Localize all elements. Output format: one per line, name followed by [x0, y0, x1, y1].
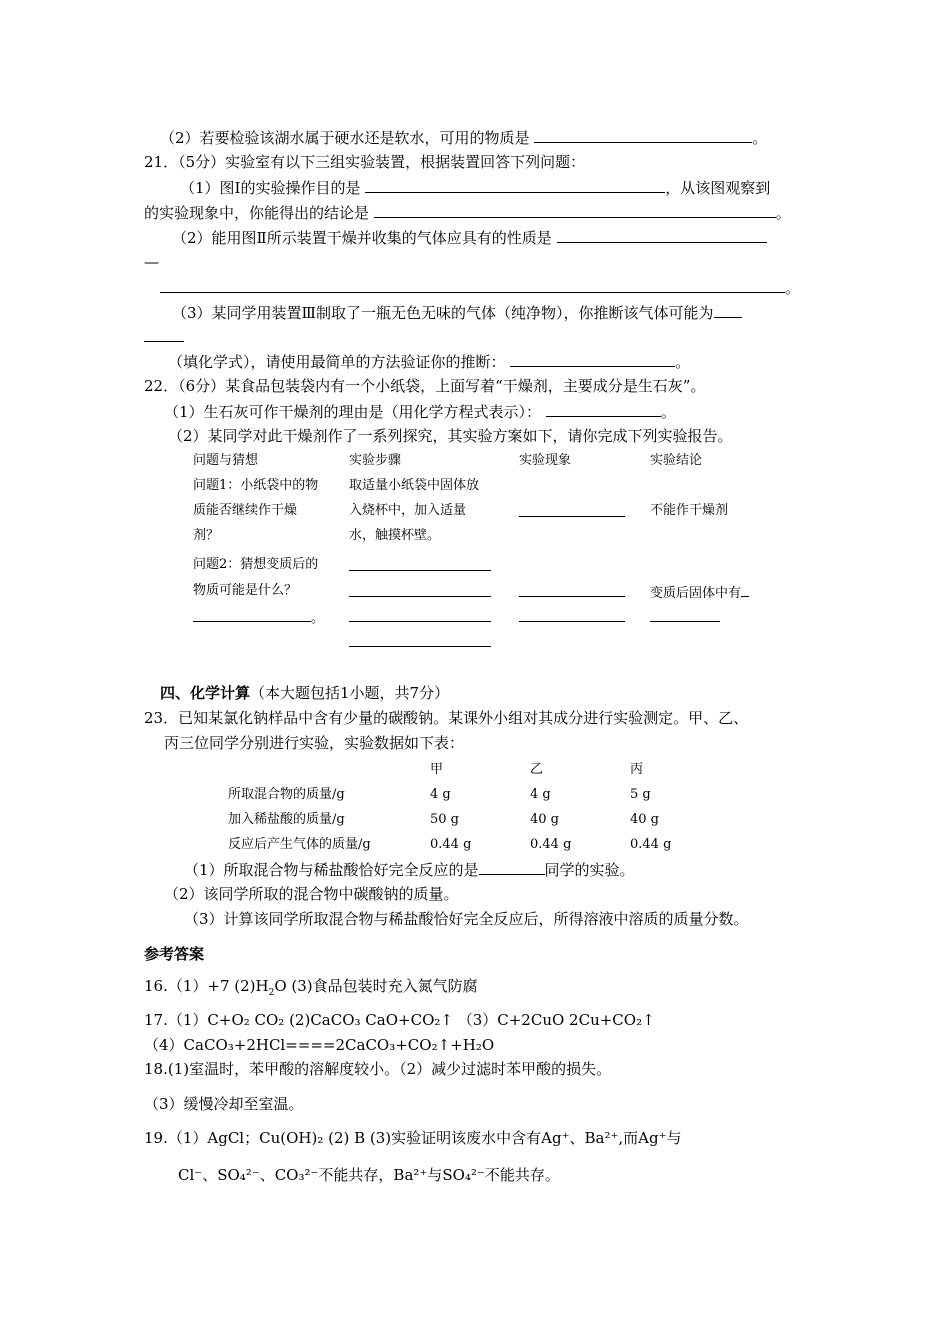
answer-blank[interactable]: [349, 582, 491, 597]
table-row-label: 反应后产生气体的质量/g: [228, 837, 371, 852]
question1-line: 问题1：小纸袋中的物: [193, 478, 319, 493]
answer-blank[interactable]: [374, 203, 776, 218]
q21-heading: 21．（5分）实验室有以下三组实验装置，根据装置回答下列问题：: [144, 153, 586, 171]
q21-part2-dash: —: [144, 253, 159, 271]
q21-part3-cont: （填化学式），请使用最简单的方法验证你的推断： 。: [168, 353, 691, 371]
phenomenon1-blank: [519, 502, 625, 523]
step1-line: 取适量小纸袋中固体放: [349, 478, 480, 493]
step1-line: 入烧杯中，加入适量: [349, 503, 467, 518]
conclusion2-blank: [650, 607, 720, 628]
answer-blank[interactable]: [650, 607, 720, 622]
answer-blank[interactable]: [714, 303, 742, 318]
table-cell: 4 g: [430, 787, 451, 802]
answer-blank[interactable]: [534, 128, 752, 143]
step2-blank: [349, 582, 491, 603]
answer-blank[interactable]: [349, 607, 491, 622]
answer-blank[interactable]: [557, 228, 767, 243]
table-cell: 0.44 g: [430, 837, 472, 852]
q21-part3: （3）某同学用装置Ⅲ制取了一瓶无色无味的气体（纯净物），你推断该气体可能为: [172, 303, 742, 322]
table-cell: 0.44 g: [630, 837, 672, 852]
q21-part2-cont: 。: [160, 278, 800, 297]
answer-19-line2: Cl⁻、SO₄²⁻、CO₃²⁻不能共存，Ba²⁺与SO₄²⁻不能共存。: [178, 1166, 560, 1184]
question2-line: 问题2：猜想变质后的: [193, 557, 319, 572]
answer-16: 16.（1）+7 $(2)H_2O$ (3)食品包装时充入氮气防腐: [144, 977, 478, 998]
q21-part1-cont: 的实验现象中，你能得出的结论是 。: [144, 204, 791, 222]
conclusion1: 不能作干燥剂: [650, 503, 729, 518]
answer-18-line1: 18.(1)室温时，苯甲酸的溶解度较小。（2）减少过滤时苯甲酸的损失。: [144, 1060, 612, 1078]
answer-blank[interactable]: [519, 582, 625, 597]
answer-blank[interactable]: [193, 607, 311, 622]
table-row-label: 所取混合物的质量/g: [228, 787, 345, 802]
q23-line2: 丙三位同学分别进行实验，实验数据如下表：: [164, 734, 465, 752]
table-row-label: 加入稀盐酸的质量/g: [228, 812, 345, 827]
q21-part2: （2）能用图Ⅱ所示装置干燥并收集的气体应具有的性质是: [172, 228, 767, 247]
step2-blank: [349, 607, 491, 628]
question1-line: 质能否继续作干燥: [193, 503, 298, 518]
table-cell: 50 g: [430, 812, 459, 827]
answer-blank[interactable]: [519, 607, 625, 622]
table-cell: 5 g: [630, 787, 651, 802]
answer-blank[interactable]: [160, 278, 785, 293]
answer-blank[interactable]: [144, 327, 184, 342]
conclusion2: 变质后固体中有: [650, 582, 749, 603]
answer-18-line2: （3）缓慢冷却至室温。: [144, 1095, 304, 1113]
table-cell: 40 g: [530, 812, 559, 827]
question2-line: 物质可能是什么？: [193, 583, 298, 598]
q23-part2: （2）该同学所取的混合物中碳酸钠的质量。: [164, 885, 459, 903]
answer-blank[interactable]: [365, 178, 665, 193]
answer-blank[interactable]: [510, 352, 675, 367]
q23-part3: （3）计算该同学所取混合物与稀盐酸恰好完全反应后，所得溶液中溶质的质量分数。: [184, 910, 749, 928]
table-cell: 40 g: [630, 812, 659, 827]
question1-line: 剂？: [193, 528, 220, 543]
table-col-yi: 乙: [530, 762, 544, 777]
q21-part1: （1）图Ⅰ的实验操作目的是 ，从该图观察到: [180, 179, 771, 197]
table-cell: 4 g: [530, 787, 551, 802]
answer-blank[interactable]: [349, 556, 491, 571]
table-col-jia: 甲: [430, 762, 444, 777]
table-cell: 0.44 g: [530, 837, 572, 852]
q21-part3-blank: [144, 327, 184, 346]
step2-blank: [349, 556, 491, 577]
table-header-steps: 实验步骤: [349, 453, 402, 468]
answer-17-line2: （4）CaCO₃+2HCl====2CaCO₃+CO₂↑+H₂O: [144, 1036, 495, 1054]
table-col-bing: 丙: [630, 762, 644, 777]
answer-blank[interactable]: [741, 582, 749, 597]
step2-blank: [349, 632, 491, 653]
table-header-question: 问题与猜想: [193, 453, 259, 468]
q23-line1: 23．已知某氯化钠样品中含有少量的碳酸钠。某课外小组对其成分进行实验测定。甲、乙、: [144, 709, 749, 727]
q23-part1: （1）所取混合物与稀盐酸恰好完全反应的是 同学的实验。: [184, 861, 635, 879]
q20-part2: （2）若要检验该湖水属于硬水还是软水，可用的物质是 。: [160, 129, 768, 147]
answer-19-line1: 19.（1）AgCl；Cu(OH)₂ (2) B (3)实验证明该废水中含有Ag⁺、Ba²⁺,而Ag⁺与: [144, 1129, 682, 1147]
table-header-conclusion: 实验结论: [650, 453, 703, 468]
answer-blank[interactable]: [546, 402, 661, 417]
answer-blank[interactable]: [479, 860, 545, 875]
table-header-phenomenon: 实验现象: [519, 453, 572, 468]
step1-line: 水，触摸杯壁。: [349, 528, 441, 543]
question2-guess-blank: 。: [193, 607, 324, 628]
q22-heading: 22．（6分）某食品包装袋内有一个小纸袋，上面写着“干燥剂，主要成分是生石灰”。: [144, 377, 706, 395]
phenomenon2-blank: [519, 582, 625, 603]
answer-blank[interactable]: [519, 502, 625, 517]
answers-title: 参考答案: [144, 945, 205, 963]
q22-part2: （2）某同学对此干燥剂作了一系列探究，其实验方案如下，请你完成下列实验报告。: [168, 427, 733, 445]
section4-heading: 四、化学计算（本大题包括1小题，共7分）: [160, 684, 450, 702]
phenomenon2-blank: [519, 607, 625, 628]
answer-17-line1: 17.（1）C+O₂ CO₂ (2)CaCO₃ CaO+CO₂↑ （3）C+2CuO 2Cu+CO₂↑: [144, 1011, 655, 1029]
answer-blank[interactable]: [349, 632, 491, 647]
q22-part1: （1）生石灰可作干燥剂的理由是（用化学方程式表示）： 。: [164, 403, 676, 421]
